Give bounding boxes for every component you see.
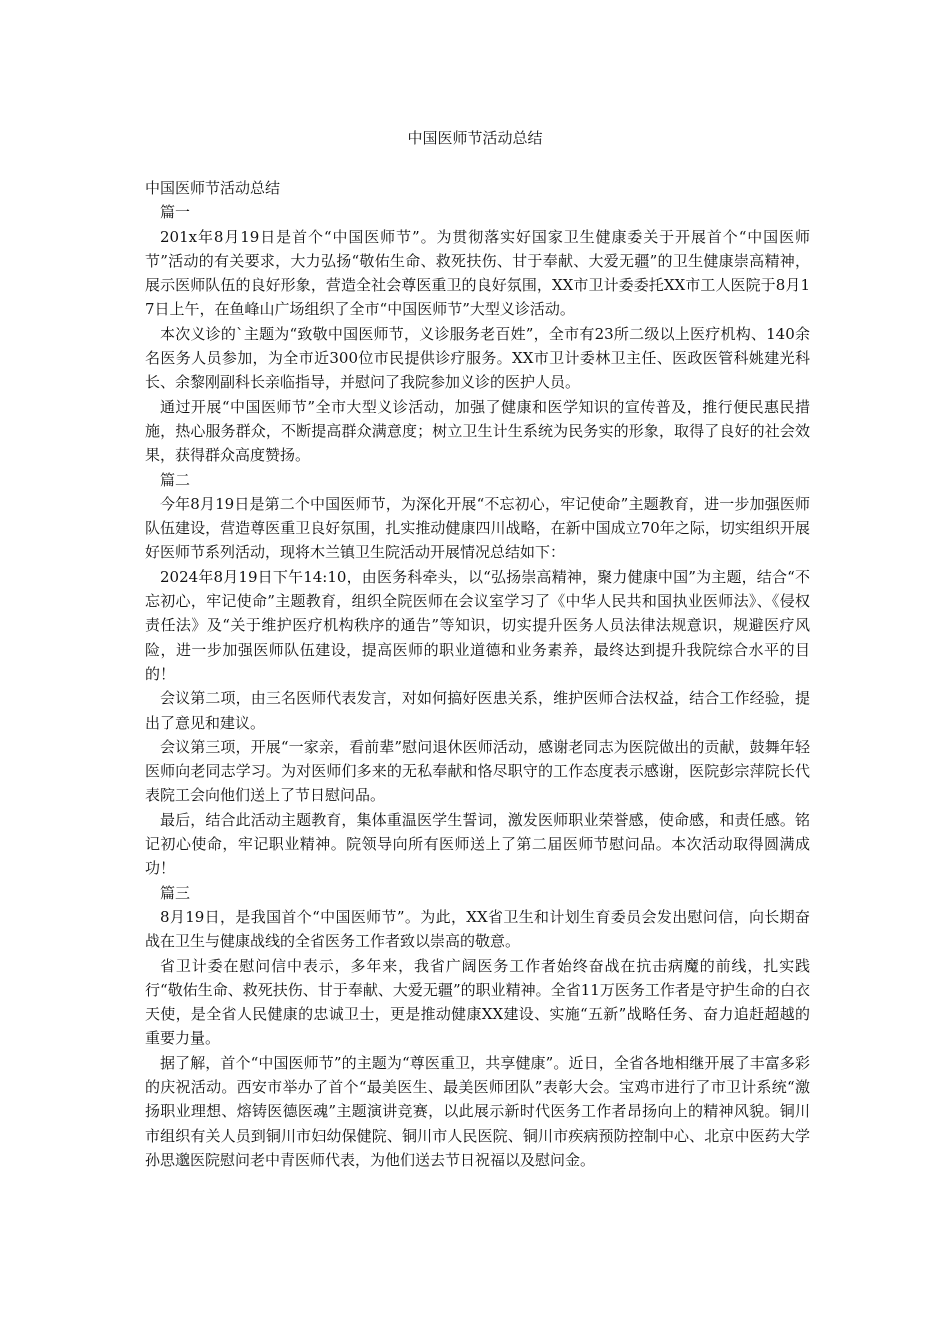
paragraph: 2024年8月19日下午14:10，由医务科牵头，以“弘扬崇高精神，聚力健康中国”为主题，结合“不忘初心，牢记使命”主题教育，组织全院医师在会议室学习了《中华人民共和国执业医师法》、《侵权责任法》及“关于维护医疗机构秩序的通告”等知识，切实提升医务人员法律法规意识，规避医疗风险，进一步加强医师队伍建设，提高医师的职业道德和业务素养，最终达到提升我院综合水平的目的！ bbox=[145, 567, 810, 683]
paragraph: 省卫计委在慰问信中表示，多年来，我省广阔医务工作者始终奋战在抗击病魔的前线，扎实践行“敬佑生命、救死扶伤、甘于奉献、大爱无疆”的职业精神。全省11万医务工作者是守护生命的白衣天使，是全省人民健康的忠诚卫士，更是推动健康XX建设、实施“五新”战略任务、奋力追赶超越的重要力量。 bbox=[145, 956, 810, 1048]
paragraph: 据了解，首个“中国医师节”的主题为“尊医重卫，共享健康”。近日，全省各地相继开展了丰富多彩的庆祝活动。西安市举办了首个“最美医生、最美医师团队”表彰大会。宝鸡市进行了市卫计系统“激扬职业理想、熔铸医德医魂”主题演讲竞赛，以此展示新时代医务工作者昂扬向上的精神风貌。铜川市组织有关人员到铜川市妇幼保健院、铜川市人民医院、铜川市疾病预防控制中心、北京中医药大学孙思邈医院慰问老中青医师代表，为他们送去节日祝福以及慰问金。 bbox=[145, 1053, 810, 1169]
paragraph: 会议第二项，由三名医师代表发言，对如何搞好医患关系，维护医师合法权益，结合工作经验，提出了意见和建议。 bbox=[145, 689, 810, 732]
paragraph: 201x年8月19日是首个“中国医师节”。为贯彻落实好国家卫生健康委关于开展首个“中国医师节”活动的有关要求，大力弘扬“敬佑生命、救死扶伤、甘于奉献、大爱无疆”的卫生健康崇高精神，展示医师队伍的良好形象，营造全社会尊医重卫的良好氛围，XX市卫计委委托XX市工人医院于8月17日上午，在鱼峰山广场组织了全市“中国医师节”大型义诊活动。 bbox=[145, 227, 810, 319]
paragraph: 通过开展“中国医师节”全市大型义诊活动，加强了健康和医学知识的宣传普及，推行便民惠民措施，热心服务群众，不断提高群众满意度；树立卫生计生系统为民务实的形象，取得了良好的社会效果，获得群众高度赞扬。 bbox=[145, 397, 810, 465]
paragraph: 篇一 bbox=[160, 203, 191, 222]
paragraph: 本次义诊的`主题为“致敬中国医师节，义诊服务老百姓”，全市有23所二级以上医疗机构、140余名医务人员参加，为全市近300位市民提供诊疗服务。XX市卫计委林卫主任、医政医管科姚建光科长、余黎刚副科长亲临指导，并慰问了我院参加义诊的医护人员。 bbox=[145, 324, 810, 392]
paragraph: 今年8月19日是第二个中国医师节，为深化开展“不忘初心，牢记使命”主题教育，进一步加强医师队伍建设，营造尊医重卫良好氛围，扎实推动健康四川战略，在新中国成立70年之际，切实组织开展好医师节系列活动，现将木兰镇卫生院活动开展情况总结如下： bbox=[145, 494, 810, 562]
paragraph: 会议第三项，开展“一家亲，看前辈”慰问退休医师活动，感谢老同志为医院做出的贡献，鼓舞年轻医师向老同志学习。为对医师们多来的无私奉献和恪尽职守的工作态度表示感谢，医院彭宗萍院长代表院工会向他们送上了节日慰问品。 bbox=[145, 737, 810, 805]
document-body bbox=[145, 176, 810, 1172]
paragraph: 篇二 bbox=[160, 470, 191, 489]
page-title: 中国医师节活动总结 bbox=[407, 129, 543, 147]
paragraph: 篇三 bbox=[160, 883, 191, 902]
document-subtitle: 中国医师节活动总结 bbox=[145, 179, 281, 197]
paragraph: 8月19日，是我国首个“中国医师节”。为此，XX省卫生和计划生育委员会发出慰问信，向长期奋战在卫生与健康战线的全省医务工作者致以崇高的敬意。 bbox=[145, 907, 810, 951]
paragraph: 最后，结合此活动主题教育，集体重温医学生誓词，激发医师职业荣誉感，使命感，和责任感。铭记初心使命，牢记职业精神。院领导向所有医师送上了第二届医师节慰问品。本次活动取得圆满成功！ bbox=[145, 810, 810, 878]
